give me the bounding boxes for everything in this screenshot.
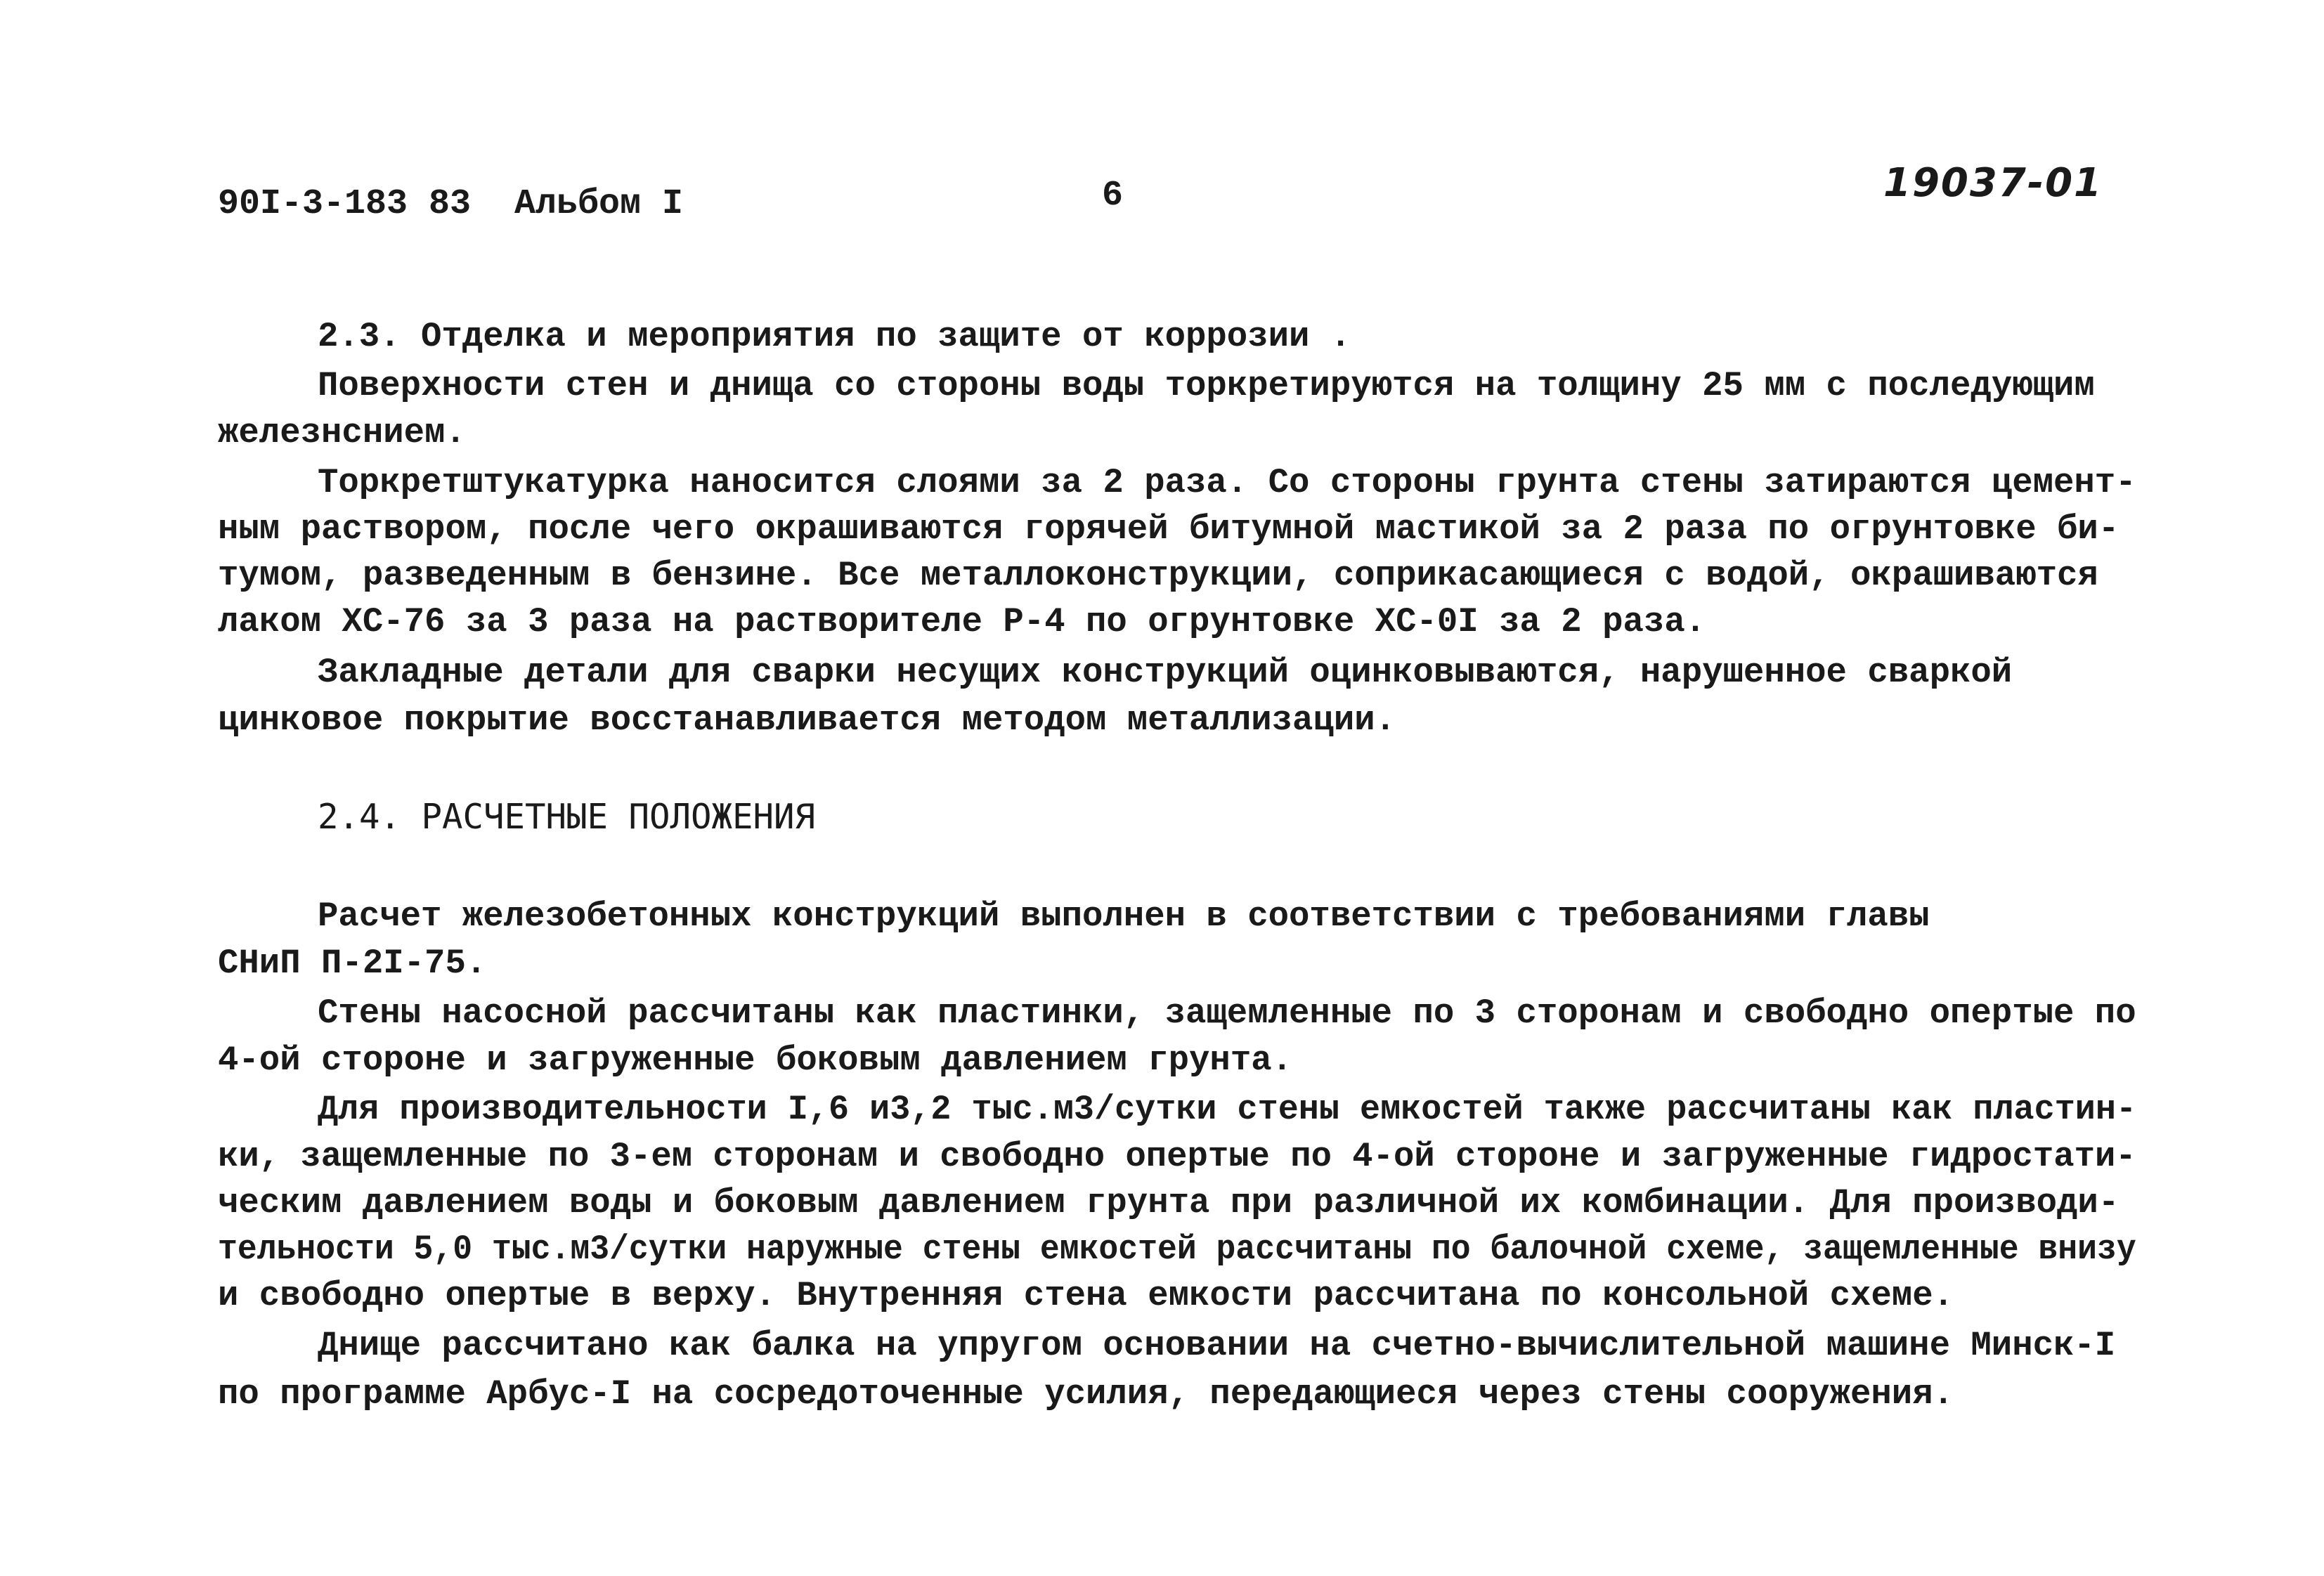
paragraph-line: Торкретштукатурка наносится слоями за 2 раза. Со стороны грунта стены затираются цемент- [318,463,2136,502]
paragraph-line: Стены насосной рассчитаны как пластинки, защемленные по 3 сторонам и свободно опертые по [318,994,2136,1033]
paragraph-line: Днище рассчитано как балка на упругом основании на счетно-вычислительной машине Минск-I [318,1326,2116,1365]
doc-code: 90I-3-183 83 [218,184,472,224]
page-number: 6 [1102,176,1124,216]
paragraph-line: Для производительности I,6 и3,2 тыс.м3/сутки стены емкостей также рассчитаны как пластин- [318,1090,2137,1129]
paragraph-line: лаком ХС-76 за 3 раза на растворителе Р-4 по огрунтовке ХС-0I за 2 раза. [218,602,1706,642]
paragraph-line: и свободно опертые в верху. Внутренняя стена емкости рассчитана по консольной схеме. [218,1276,1954,1315]
paragraph-line: по программе Арбус-I на сосредоточенные усилия, передающиеся через стены сооружения. [218,1374,1954,1414]
paragraph-line: тумом, разведенным в бензине. Все металлоконструкции, соприкасающиеся с водой, окрашиваются [218,556,2098,595]
paragraph-line: ным раствором, после чего окрашиваются горячей битумной мастикой за 2 раза по огрунтовке би- [218,509,2119,549]
paragraph-line: Закладные детали для сварки несущих конструкций оцинковываются, нарушенное сваркой [318,653,2013,692]
album-label: Альбом I [514,184,684,224]
paragraph-line: тельности 5,0 тыс.м3/сутки наружные стены емкостей рассчитаны по балочной схеме, защемленные внизу [218,1230,2136,1269]
section-2-3-title: 2.3. Отделка и мероприятия по защите от коррозии . [318,317,1351,356]
paragraph-line: Расчет железобетонных конструкций выполнен в соответствии с требованиями главы [318,897,1930,936]
paragraph-line: ческим давлением воды и боковым давлением грунта при различной их комбинации. Для производи- [218,1183,2119,1223]
section-2-4-title: 2.4. РАСЧЕТНЫЕ ПОЛОЖЕНИЯ [318,797,816,837]
paragraph-line: Поверхности стен и днища со стороны воды торкретируются на толщину 25 мм с последующим [318,366,2095,405]
paragraph-line: 4-ой стороне и загруженные боковым давлением грунта. [218,1041,1293,1080]
paragraph-line: СНиП П-2I-75. [218,944,487,983]
paragraph-line: железнснием. [218,413,466,452]
paragraph-line: цинковое покрытие восстанавливается методом металлизации. [218,701,1396,740]
inventory-number: 19037-01 [1883,160,2103,206]
paragraph-line: ки, защемленные по 3-ем сторонам и свободно опертые по 4-ой стороне и загруженные гидростати- [218,1137,2136,1176]
